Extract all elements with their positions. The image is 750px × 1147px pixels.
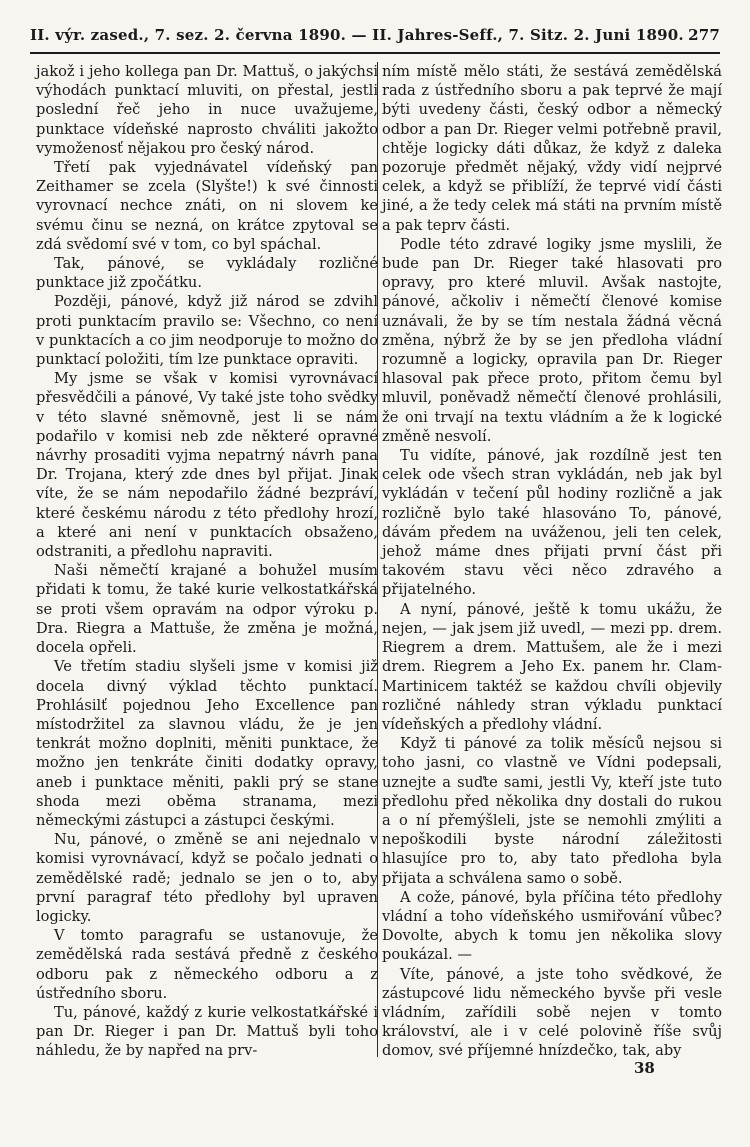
signature-mark: 38 (634, 1059, 655, 1077)
right-text-column (382, 62, 722, 1061)
header-rule (30, 52, 720, 54)
running-header (30, 26, 720, 44)
paragraph: Tu, pánové, každý z kurie velkostatkářské i pan Dr. Rieger i pan Dr. Mattuš byli toho náhledu, že by napřed na prv- (36, 1003, 378, 1060)
paragraph: A cože, pánové, byla příčina této předlohy vládní a toho vídeňského usmiřování vůbec? Dovolte, abych k tomu jen několika slovy poukázal. — (382, 888, 722, 964)
paragraph: Tu vidíte, pánové, jak rozdílně jest ten celek ode všech stran vykládán, neb jak byl vykládán v tečení půl hodiny rozličně a jak rozličně bylo také hlasováno To, pánové, dávám předem na uváženou, jeli ten celek, jehož máme dnes přijati první část při takovém stavu věci něco zdravého a přijatelného. (382, 447, 722, 599)
paragraph: Tak, pánové, se vykládaly rozličné punktace již zpočátku. (36, 255, 378, 292)
paragraph: A nyní, pánové, ještě k tomu ukážu, že nejen, — jak jsem již uvedl, — mezi pp. drem. Riegrem a drem. Mattušem, ale že i mezi drem. Riegrem a Jeho Ex. panem hr. Clam-Martinicem taktéž se každou chvíli objevily rozličné náhledy stran výkladu punktací vídeňských a předlohy vládní. (382, 600, 722, 733)
header-page-number: 277 (688, 26, 720, 44)
paragraph: Naši němečtí krajané a bohužel musím přidati k tomu, že také kurie velkostatkářská se proti všem opravám na odpor výroku p. Dra. Riegra a Mattuše, že změna je možná, docela opřeli. (36, 562, 378, 657)
paragraph: V tomto paragrafu se ustanovuje, že zemědělská rada sestává předně z českého odboru pak z německého odboru a z ústředního sboru. (36, 927, 378, 1002)
paragraph: Třetí pak vyjednávatel vídeňský pan Zeithamer se zcela (Slyšte!) k své činnosti vyrovnací nechce znáti, on ni slovem ke svému činu se nezná, on krátce zpytoval se zdá svědomí své v tom, co byl spáchal. (36, 159, 378, 253)
paragraph: Ve třetím stadiu slyšeli jsme v komisi již docela divný výklad těchto punktací. Prohlásilť pojednou Jeho Excellence pan místodržitel za slavnou vládu, že je jen tenkrát možno doplniti, měniti punktace, že možno jen tenkráte činiti dodatky opravy, aneb i punktace měniti, pakli prý se stane shoda mezi oběma stranama, mezi německými zástupci a zástupci českými. (36, 658, 378, 829)
column-divider (377, 62, 378, 1057)
paragraph: jakož i jeho kollega pan Dr. Mattuš, o jakýchsi výhodách punktací mluviti, on přestal, jestli poslední řeč jeho in nuce uvažujeme, punktace vídeňské naprosto chváliti jakožto vymoženosť nějakou pro český národ. (36, 63, 378, 157)
paragraph: Podle této zdravé logiky jsme myslili, že bude pan Dr. Rieger také hlasovati pro opravy, pro které mluvil. Avšak nastojte, pánové, ačkoliv i němečtí členové komise uznávali, že by se tím nestala žádná věcná změna, nýbrž že by se jen předloha vládní rozumně a logicky, opravila pan Dr. Rieger hlasoval pak přece proto, přitom čemu byl mluvil, poněvadž němečtí členové prohlásili, že oni trvají na textu vládním a že k logické změně nesvolí. (382, 235, 722, 445)
header-session-info: II. výr. zased., 7. sez. 2. června 1890. — II. Jahres-Seff., 7. Sitz. 2. Juni 1890. (30, 26, 684, 44)
left-text-column (36, 62, 378, 1061)
paragraph: My jsme se však v komisi vyrovnávací přesvědčili a pánové, Vy také jste toho svědky v této slavné sněmovně, jest li se nám podařilo v komisi neb zde některé opravné návrhy prosaditi vyjma nepatrný návrh pana Dr. Trojana, který zde dnes byl přijat. Jinak víte, že se nám nepodařilo žádné bezpráví, které českému národu z této předlohy hrozí, a které ani není v punktacích obsaženo, odstraniti, a předlohu napraviti. (36, 370, 378, 561)
paragraph: Nu, pánové, o změně se ani nejednalo v komisi vyrovnávací, když se počalo jednati o zemědělské radě; jednalo se jen o to, aby první paragraf této předlohy byl upraven logicky. (36, 831, 378, 925)
paragraph: Víte, pánové, a jste toho svědkové, že zástupcové lidu německého byvše při vesle vládním, zařídili sobě nejen v tomto království, ale i v celé polovině říše svůj domov, své příjemné hnízdečko, tak, aby (382, 965, 722, 1060)
paragraph: Když ti pánové za tolik měsíců nejsou si toho jasni, co vlastně ve Vídni podepsali, uznejte a suďte sami, jestli Vy, kteří jste tuto předlohu před několika dny dostali do rukou a o ní přemýšleli, jste se nemohli zmýliti a nepoškodili byste národní záležitosti hlasujíce pro to, aby tato předloha byla přijata a schválena samo o sobě. (382, 735, 722, 887)
paragraph: Později, pánové, když již národ se zdvihl proti punktacím pravilo se: Všechno, co není v punktacích a co jim neodporuje to možno do punktací položiti, tím lze punktace opraviti. (36, 293, 378, 369)
paragraph: ním místě mělo státi, že sestává zemědělská rada z ústředního sboru a pak teprvé že mají býti uvedeny části, český odbor a německý odbor a pan Dr. Rieger velmi potřebně pravil, chtěje logicky dáti důkaz, že když z daleka pozoruje předmět nějaký, vždy vidí nejprvé celek, a když se přiblíží, že teprvé vidí části jiné, a že tedy celek má státi na prvním místě a pak teprv části. (382, 63, 722, 234)
